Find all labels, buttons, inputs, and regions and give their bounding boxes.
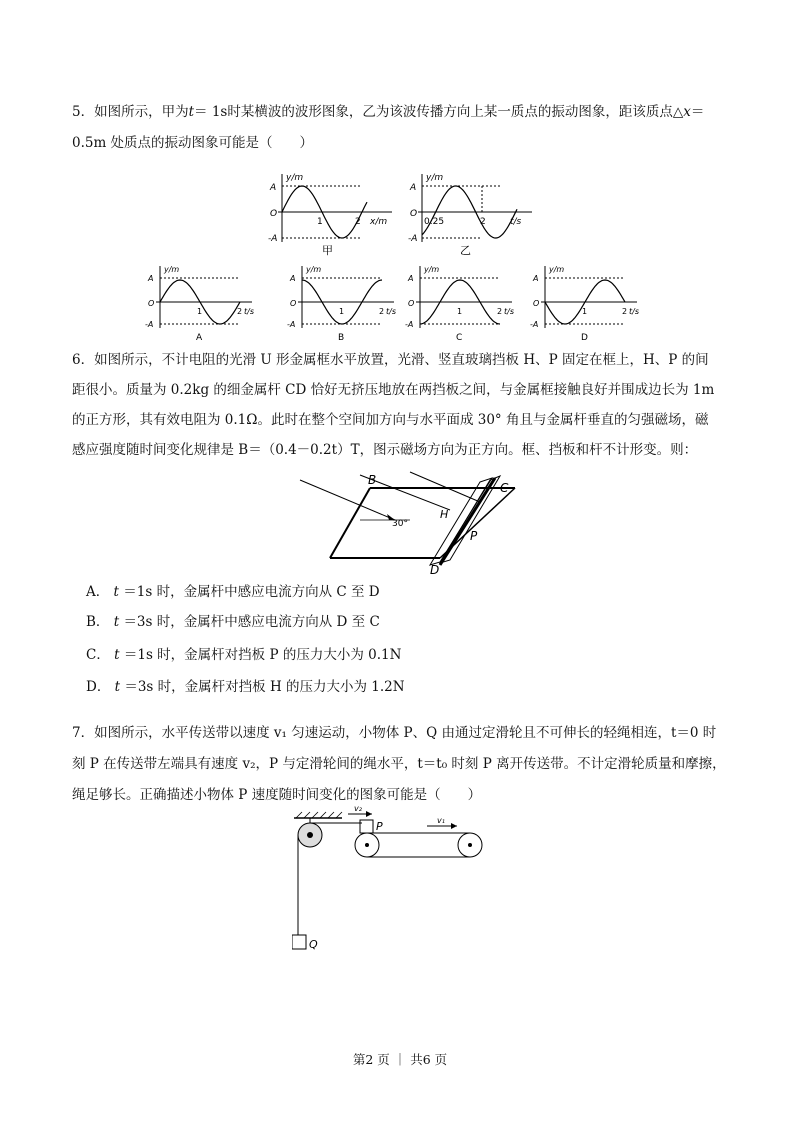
q5-text-b: ＝ 1s时某横波的波形图象，乙为该波传播方向上某一质点的振动图象，距该质点△ [194, 104, 684, 120]
q7-number: 7． [72, 725, 95, 741]
q6-number: 6． [72, 352, 95, 368]
q7-figure [292, 800, 502, 960]
yi-tick025: 0.25 [424, 217, 445, 227]
opt-negA-label: -A [530, 320, 539, 329]
jia-O-label: O [270, 209, 278, 219]
opt-x-label: t/s [386, 307, 396, 316]
option-label: B． [86, 614, 110, 630]
opt-tick2: 2 [622, 307, 628, 316]
yi-A-label: A [410, 183, 417, 193]
opt-x-label: t/s [244, 307, 254, 316]
option-t-var: t [109, 584, 124, 600]
q6-fig-B: B [368, 473, 377, 487]
q6-stem-line3: 的正方形，其有效电阻为 0.1Ω。此时在整个空间加方向与水平面成 30° 角且与金属杆垂直的匀强磁场，磁 [72, 412, 709, 428]
option-text: ＝1s 时，金属杆对挡板 P 的压力大小为 0.1N [123, 647, 402, 663]
q7-fig-Q: Q [309, 938, 318, 951]
yi-tick2: 2 [480, 217, 486, 227]
opt-A-label: A [148, 274, 154, 283]
yi-y-label: y/m [426, 173, 444, 183]
q5-t-var: t [188, 104, 195, 120]
q7-stem-line3: 绳足够长。正确描述小物体 P 速度随时间变化的图象可能是（ ） [72, 787, 482, 803]
option-label: C． [86, 647, 110, 663]
option-t-var: t [109, 647, 124, 663]
q6-stem-line2: 距很小。质量为 0.2kg 的细金属杆 CD 恰好无挤压地放在两挡板之间，与金属框接触良好并围成边长为 1m [72, 382, 715, 398]
q5-option-figure-A [140, 262, 260, 342]
opt-O-label: O [408, 299, 415, 308]
jia-tick1: 1 [317, 217, 323, 227]
q5-stem-line2: 0.5m 处质点的振动图象可能是（ ） [72, 135, 314, 151]
opt-tick2: 2 [379, 307, 385, 316]
q5-x-var: x [683, 104, 691, 120]
q6-fig-D: D [430, 563, 440, 577]
opt-label: C [456, 333, 463, 342]
opt-tick1: 1 [457, 307, 463, 316]
q5-text-c: ＝ [690, 104, 705, 120]
q5-text-a: 如图所示，甲为 [94, 104, 189, 120]
opt-x-label: t/s [504, 307, 514, 316]
q6-stem-line1 [72, 345, 732, 375]
q7-fig-P: P [376, 820, 383, 833]
opt-tick1: 1 [582, 307, 588, 316]
opt-y-label: y/m [549, 265, 565, 274]
yi-x-label: t/s [510, 217, 522, 227]
opt-A-label: A [408, 274, 414, 283]
yi-negA-label: -A [408, 234, 418, 244]
q5-number: 5． [72, 104, 95, 120]
opt-label: A [196, 333, 203, 342]
q6-option-c[interactable] [86, 643, 401, 663]
jia-y-label: y/m [286, 173, 304, 183]
option-t-var: t [110, 679, 125, 695]
yi-caption: 乙 [460, 244, 471, 256]
q6-fig-P: P [470, 529, 478, 543]
opt-label: D [581, 333, 588, 342]
q5-option-figure-B [282, 262, 402, 342]
opt-O-label: O [533, 299, 540, 308]
opt-A-label: A [533, 274, 539, 283]
q5-option-figure-C [400, 262, 520, 342]
q5-stem-line1 [72, 97, 732, 127]
opt-negA-label: -A [145, 320, 154, 329]
yi-O-label: O [410, 209, 418, 219]
opt-x-label: t/s [629, 307, 639, 316]
page-footer: 第2 页 ｜ 共6 页 [352, 1052, 448, 1067]
opt-tick1: 1 [197, 307, 203, 316]
q6-option-a[interactable] [86, 580, 380, 600]
q7-fig-v2: v₂ [354, 804, 362, 813]
option-text: ＝1s 时，金属杆中感应电流方向从 C 至 D [123, 584, 380, 600]
opt-tick2: 2 [497, 307, 503, 316]
q6-line1: 如图所示，不计电阻的光滑 U 形金属框水平放置，光滑、竖直玻璃挡板 H、P 固定在框上，H、P 的间 [94, 352, 709, 368]
jia-tick2: 2 [355, 217, 361, 227]
opt-negA-label: -A [405, 320, 414, 329]
option-text: ＝3s 时，金属杆对挡板 H 的压力大小为 1.2N [124, 679, 405, 695]
opt-negA-label: -A [287, 320, 296, 329]
jia-negA-label: -A [268, 234, 278, 244]
option-t-var: t [109, 614, 124, 630]
option-label: D． [86, 679, 111, 695]
opt-y-label: y/m [306, 265, 322, 274]
q6-figure [290, 470, 530, 580]
q5-figure-yi [402, 168, 542, 256]
jia-caption: 甲 [322, 244, 333, 256]
opt-label: B [338, 333, 345, 342]
q6-fig-angle: 30° [392, 519, 408, 529]
opt-tick1: 1 [339, 307, 345, 316]
q7-stem-line1 [72, 718, 732, 748]
opt-O-label: O [290, 299, 297, 308]
q6-option-d[interactable] [86, 675, 405, 695]
q6-option-b[interactable] [86, 610, 380, 630]
q6-stem-line4: 感应强度随时间变化规律是 B＝（0.4－0.2t）T，图示磁场方向为正方向。框、挡板和杆不计形变。则： [72, 442, 698, 458]
opt-y-label: y/m [164, 265, 180, 274]
q7-line1: 如图所示，水平传送带以速度 v₁ 匀速运动，小物体 P、Q 由通过定滑轮且不可伸长的轻绳相连，t＝0 时 [94, 725, 717, 741]
opt-tick2: 2 [237, 307, 243, 316]
q7-stem-line2: 刻 P 在传送带左端具有速度 v₂，P 与定滑轮间的绳水平，t＝t₀ 时刻 P 离开传送带。不计定滑轮质量和摩擦， [72, 756, 726, 772]
q7-fig-v1: v₁ [437, 816, 445, 825]
jia-x-label: x/m [370, 217, 388, 227]
opt-A-label: A [290, 274, 296, 283]
q6-fig-C: C [500, 481, 509, 495]
q5-figure-jia [262, 168, 402, 256]
option-label: A． [86, 584, 110, 600]
opt-y-label: y/m [424, 265, 440, 274]
jia-A-label: A [270, 183, 277, 193]
q6-fig-H: H [440, 508, 449, 521]
option-text: ＝3s 时，金属杆中感应电流方向从 D 至 C [123, 614, 380, 630]
q5-option-figure-D [525, 262, 645, 342]
opt-O-label: O [148, 299, 155, 308]
